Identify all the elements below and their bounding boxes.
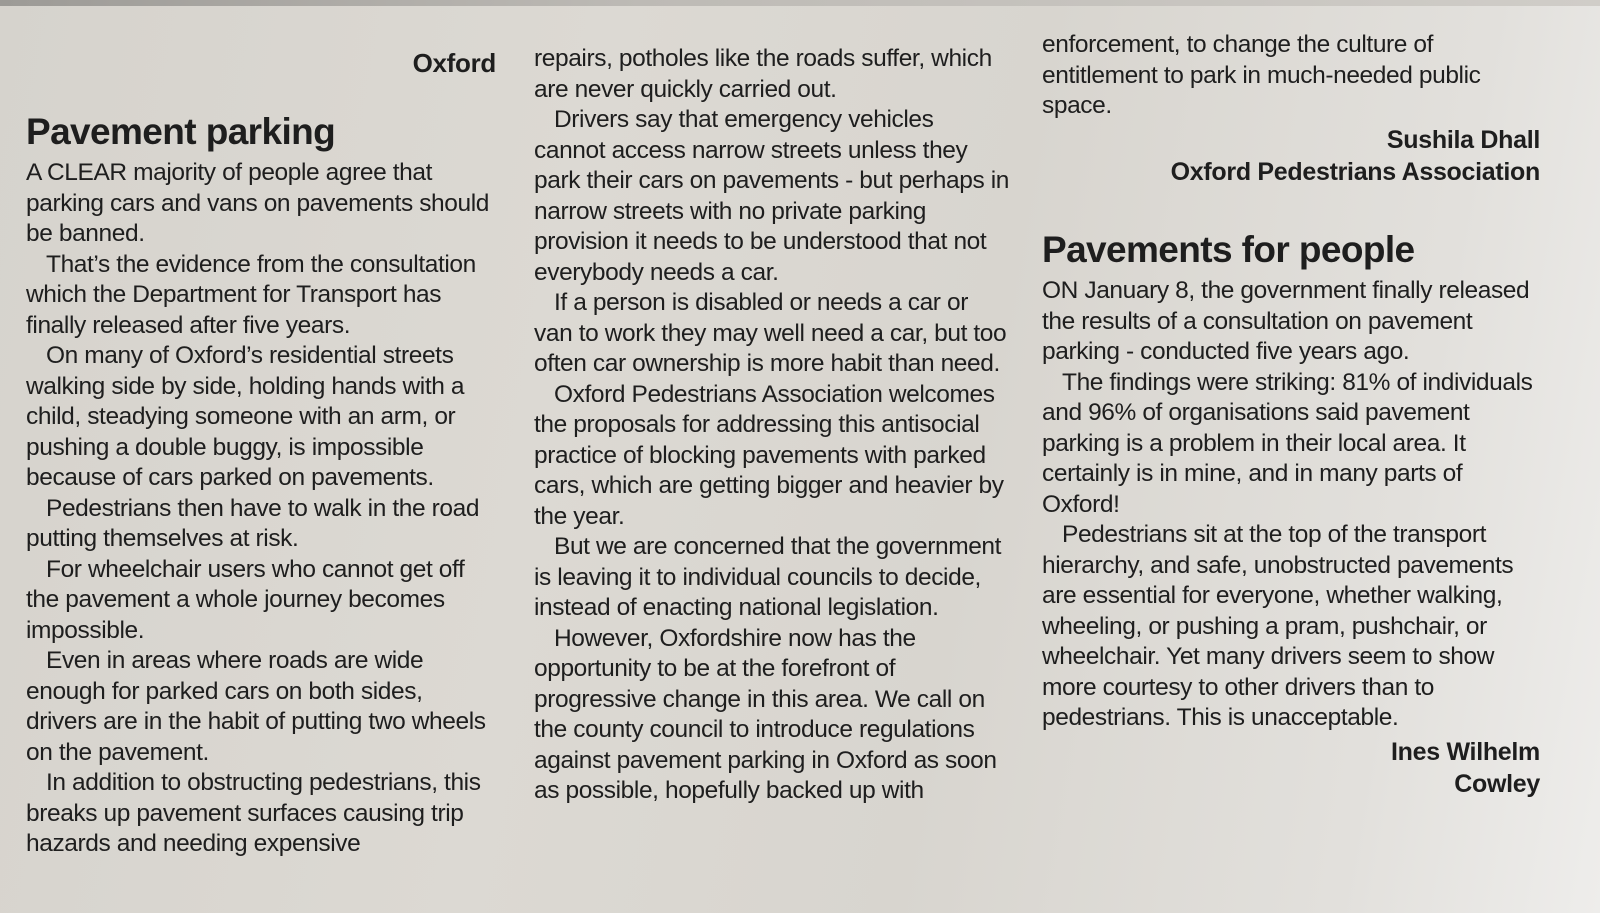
letter-kicker: Oxford xyxy=(412,48,496,78)
letter-signature xyxy=(1042,736,1540,800)
author-name: Sushila Dhall xyxy=(1386,125,1540,154)
letter-headline: Pavements for people xyxy=(1042,229,1415,270)
letter-paragraph: Oxford Pedestrians Association welcomes the proposals for addressing this antisocial practice of blocking pavements with parked cars, which are getting bigger and heavier by the year. xyxy=(534,380,1004,530)
letter-paragraph: In addition to obstructing pedestrians, this breaks up pavement surfaces causing trip hazards and needing expensive xyxy=(26,769,481,857)
letter-paragraph: But we are concerned that the government is leaving it to individual councils to decide, instead of enacting national legislation. xyxy=(534,533,1002,621)
letter-body-part-2 xyxy=(534,44,1009,807)
letter-paragraph: The findings were striking: 81% of individuals and 96% of organisations said pavement parking is a problem in their local area. It certainly is in mine, and in many parts of Oxford! xyxy=(1042,368,1533,518)
letter-headline: Pavement parking xyxy=(26,111,336,152)
letter-paragraph: ON January 8, the government finally released the results of a consultation on pavement parking - conducted five years ago. xyxy=(1042,277,1530,365)
letter-paragraph: That’s the evidence from the consultation which the Department for Transport has finally released after five years. xyxy=(26,250,476,339)
letter-paragraph: A CLEAR majority of people agree that parking cars and vans on pavements should be banned. xyxy=(26,159,490,247)
previous-article-strip xyxy=(0,0,1600,6)
letter-signature xyxy=(1042,124,1540,188)
letter-paragraph: If a person is disabled or needs a car or van to work they may well need a car, but too often car ownership is more habit than need. xyxy=(534,289,1007,377)
letter-paragraph: Drivers say that emergency vehicles cannot access narrow streets unless they park their cars on pavements - but perhaps in narrow streets with no private parking provision it needs to be understood that not everybody needs a car. xyxy=(534,106,1009,286)
letter-paragraph: However, Oxfordshire now has the opportunity to be at the forefront of progressive change in this area. We call on the county council to introduce regulations against pavement parking in Oxford as soon as possible, hopefully backed up with xyxy=(534,624,997,804)
letter-paragraph: Even in areas where roads are wide enough for parked cars on both sides, drivers are in the habit of putting two wheels on the pavement. xyxy=(26,647,486,766)
letter-body-part-3 xyxy=(1042,30,1540,188)
letter-paragraph: On many of Oxford’s residential streets walking side by side, holding hands with a child, steadying someone with an arm, or pushing a double buggy, is impossible because of cars parked on pavements. xyxy=(26,342,465,491)
letter-paragraph: repairs, potholes like the roads suffer, which are never quickly carried out. xyxy=(534,45,992,103)
author-name: Ines Wilhelm xyxy=(1391,737,1540,766)
letter-body xyxy=(1042,276,1540,800)
letter-paragraph: For wheelchair users who cannot get off the pavement a whole journey becomes impossible. xyxy=(26,555,465,644)
letter-paragraph: enforcement, to change the culture of entitlement to park in much-needed public space. xyxy=(1042,31,1481,119)
letter-body-part-1 xyxy=(26,158,496,860)
author-place: Cowley xyxy=(1454,769,1540,798)
letter-paragraph: Pedestrians sit at the top of the transport hierarchy, and safe, unobstructed pavements are essential for everyone, whether walking, wheeling, or pushing a pram, pushchair, or wheelchair. Yet many drivers seem to show more courtesy to other drivers than to pedestrians. This is unacceptable. xyxy=(1042,521,1514,731)
author-affiliation: Oxford Pedestrians Association xyxy=(1170,157,1540,186)
letter-paragraph: Pedestrians then have to walk in the road putting themselves at risk. xyxy=(26,494,480,552)
